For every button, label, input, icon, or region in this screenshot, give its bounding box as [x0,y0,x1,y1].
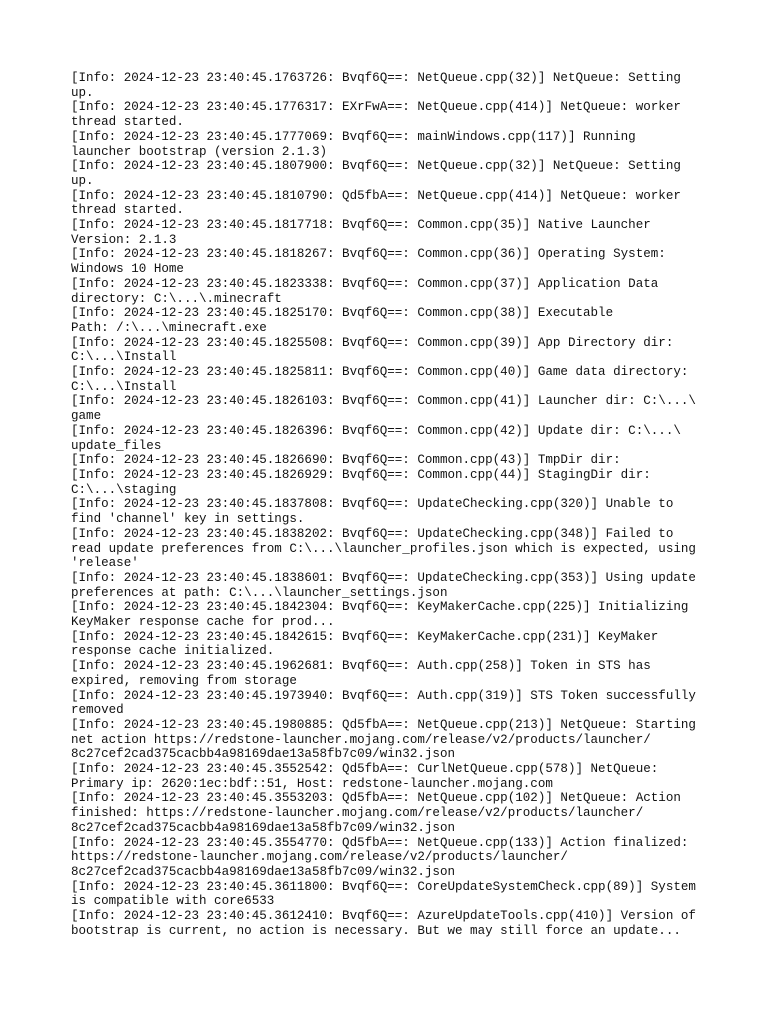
log-entry: [Info: 2024-12-23 23:40:45.1973940: Bvqf6Q==: Auth.cpp(319)] STS Token successfully removed [71,688,696,718]
log-entry: [Info: 2024-12-23 23:40:45.1842304: Bvqf6Q==: KeyMakerCache.cpp(225)] Initializing KeyMaker response cache for prod... [71,600,689,630]
log-entry: [Info: 2024-12-23 23:40:45.3552542: Qd5fbA==: CurlNetQueue.cpp(578)] NetQueue: Primary ip: 2620:1ec:bdf::51, Host: redstone-launcher.mojang.com [71,762,659,791]
log-entry: [Info: 2024-12-23 23:40:45.1777069: Bvqf6Q==: mainWindows.cpp(117)] Running launcher bootstrap (version 2.1.3) [71,129,636,159]
log-entry: [Info: 2024-12-23 23:40:45.1826929: Bvqf6Q==: Common.cpp(44)] StagingDir dir: C:\...\staging [71,467,651,497]
log-entry: [Info: 2024-12-23 23:40:45.1826103: Bvqf6Q==: Common.cpp(41)] Launcher dir: C:\...\ game [71,394,696,424]
log-entry: [Info: 2024-12-23 23:40:45.1825508: Bvqf6Q==: Common.cpp(39)] App Directory dir: C:\...\Install [71,335,674,365]
log-entry: [Info: 2024-12-23 23:40:45.1818267: Bvqf6Q==: Common.cpp(36)] Operating System: Windows 10 Home [71,247,666,277]
log-entry: [Info: 2024-12-23 23:40:45.1825811: Bvqf6Q==: Common.cpp(40)] Game data directory: C:\...\Install [71,365,689,394]
log-entry: [Info: 2024-12-23 23:40:45.1980885: Qd5fbA==: NetQueue.cpp(213)] NetQueue: Starting net action https://redstone-launcher.mojang.com/release/v2/products/launcher/ 8c27cef2cad375cacbb4a98169dae13a58fb7c09/win32.json [71,717,696,762]
log-entry: [Info: 2024-12-23 23:40:45.1776317: EXrFwA==: NetQueue.cpp(414)] NetQueue: worker thread started. [71,100,681,130]
log-entry: [Info: 2024-12-23 23:40:45.1837808: Bvqf6Q==: UpdateChecking.cpp(320)] Unable to find 'channel' key in settings. [71,497,674,527]
log-entry: [Info: 2024-12-23 23:40:45.1763726: Bvqf6Q==: NetQueue.cpp(32)] NetQueue: Setting up. [71,71,681,100]
log-entry: [Info: 2024-12-23 23:40:45.1825170: Bvqf6Q==: Common.cpp(38)] Executable Path: /:\...\minecraft.exe [71,306,614,335]
log-entry: [Info: 2024-12-23 23:40:45.3554770: Qd5fbA==: NetQueue.cpp(133)] Action finalized: https://redstone-launcher.mojang.com/release/v2/products/launcher/ 8c27cef2cad375cacbb4a98169dae13a58fb7c09/win32.json [71,835,689,879]
log-entry: [Info: 2024-12-23 23:40:45.1826396: Bvqf6Q==: Common.cpp(42)] Update dir: C:\...\ update_files [71,423,681,453]
log-entry: [Info: 2024-12-23 23:40:45.1817718: Bvqf6Q==: Common.cpp(35)] Native Launcher Version: 2.1.3 [71,218,651,247]
log-entry: [Info: 2024-12-23 23:40:45.3611800: Bvqf6Q==: CoreUpdateSystemCheck.cpp(89)] System is compatible with core6533 [71,879,696,909]
log-entry: [Info: 2024-12-23 23:40:45.1826690: Bvqf6Q==: Common.cpp(43)] TmpDir dir: [71,453,621,468]
log-entry: [Info: 2024-12-23 23:40:45.1810790: Qd5fbA==: NetQueue.cpp(414)] NetQueue: worker thread started. [71,188,681,218]
log-entry: [Info: 2024-12-23 23:40:45.3553203: Qd5fbA==: NetQueue.cpp(102)] NetQueue: Action finished: https://redstone-launcher.mojang.com/release/v2/products/launcher/ 8c27cef2cad375cacbb4a98169dae13a58fb7c09/win32.json [71,791,681,835]
log-entry: [Info: 2024-12-23 23:40:45.3612410: Bvqf6Q==: AzureUpdateTools.cpp(410)] Version of bootstrap is current, no action is necessary. But we may still force an update... [71,909,696,938]
log-entry: [Info: 2024-12-23 23:40:45.1962681: Bvqf6Q==: Auth.cpp(258)] Token in STS has expired, removing from storage [71,659,651,688]
log-entry: [Info: 2024-12-23 23:40:45.1842615: Bvqf6Q==: KeyMakerCache.cpp(231)] KeyMaker response cache initialized. [71,629,659,659]
log-entry: [Info: 2024-12-23 23:40:45.1823338: Bvqf6Q==: Common.cpp(37)] Application Data directory: C:\...\.minecraft [71,276,659,306]
log-entry: [Info: 2024-12-23 23:40:45.1838202: Bvqf6Q==: UpdateChecking.cpp(348)] Failed to read update preferences from C:\...\launcher_profiles.json which is expected, using 'release' [71,526,696,571]
log-entry: [Info: 2024-12-23 23:40:45.1807900: Bvqf6Q==: NetQueue.cpp(32)] NetQueue: Setting up. [71,159,681,188]
log-entry: [Info: 2024-12-23 23:40:45.1838601: Bvqf6Q==: UpdateChecking.cpp(353)] Using update preferences at path: C:\...\launcher_settings.json [71,570,696,600]
